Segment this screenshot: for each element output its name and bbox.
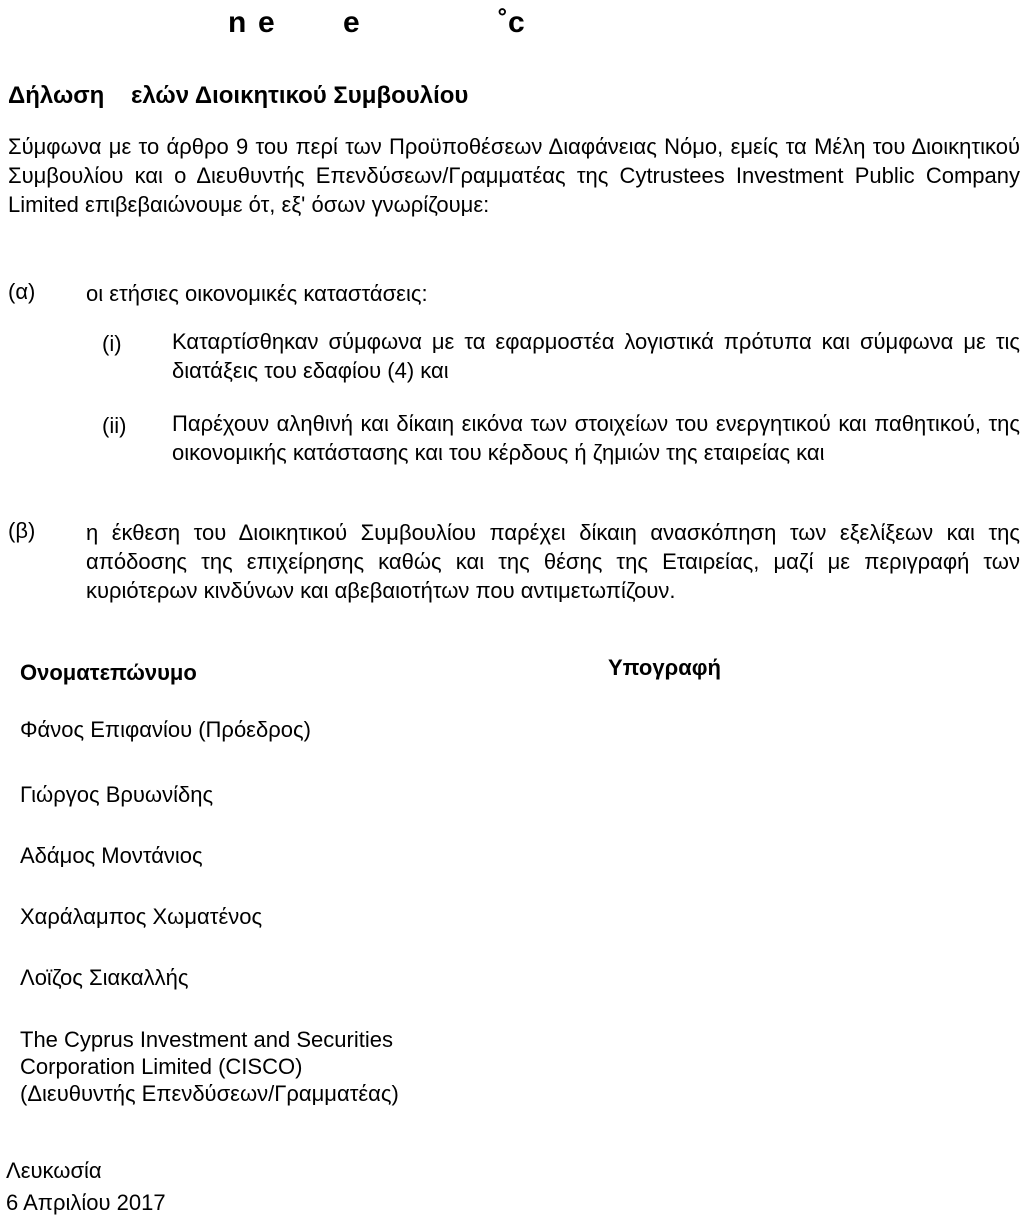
header-fragment: e: [343, 6, 360, 39]
secretary-line: (Διευθυντής Επενδύσεων/Γραμματέας): [20, 1081, 399, 1106]
signature-column-label: Υπογραφή: [608, 655, 721, 680]
director-name: Φάνος Επιφανίου (Πρόεδρος): [20, 717, 311, 742]
header-fragment: n: [228, 6, 247, 39]
sub-item-ii-marker: (ii): [102, 413, 127, 438]
item-b-text: η έκθεση του Διοικητικού Συμβουλίου παρέχει δίκαιη ανασκόπηση των εξελίξεων και της απόδοσης της επιχείρησης καθώς και της θέσης της Εταιρείας, μαζί με περιγραφή των κυριότερων κινδύνων και αβεβαιοτήτων που αντιμετωπίζουν.: [86, 520, 1020, 603]
header-fragment: ˚c: [498, 6, 525, 39]
header-fragment: e: [258, 6, 275, 39]
intro-paragraph: Σύμφωνα με το άρθρο 9 του περί των Προϋποθέσεων Διαφάνειας Νόμο, εμείς τα Μέλη του Διοικητικού Συμβουλίου και ο Διευθυντής Επενδύσεων/Γραμματέας της Cytrustees Investment Public Company Limited επιβεβαιώνουμε ότ, εξ' όσων γνωρίζουμε:: [8, 134, 1020, 217]
sub-item-i-text: Καταρτίσθηκαν σύμφωνα με τα εφαρμοστέα λογιστικά πρότυπα και σύμφωνα με τις διατάξεις του εδαφίου (4) και: [172, 329, 1020, 383]
director-name: Γιώργος Βρυωνίδης: [20, 782, 214, 807]
date: 6 Απριλίου 2017: [6, 1190, 166, 1215]
director-name: Αδάμος Μοντάνιος: [20, 843, 203, 868]
director-name: Χαράλαμπος Χωματένος: [20, 904, 263, 929]
item-b-marker: (β): [8, 518, 36, 543]
item-a-marker: (α): [8, 279, 36, 304]
page-title: Δήλωση ελών Διοικητικού Συμβουλίου: [8, 82, 469, 109]
item-a-text: οι ετήσιες οικονομικές καταστάσεις:: [86, 281, 428, 306]
name-column-label: Ονοματεπώνυμο: [20, 660, 197, 685]
secretary-block: [20, 1026, 399, 1107]
secretary-line: The Cyprus Investment and Securities: [20, 1027, 393, 1052]
director-name: Λοϊζος Σιακαλλής: [20, 965, 189, 990]
place: Λευκωσία: [6, 1158, 102, 1183]
sub-item-ii-text: Παρέχουν αληθινή και δίκαιη εικόνα των στοιχείων του ενεργητικού και παθητικού, της οικονομικής κατάστασης και του κέρδους ή ζημιών της εταιρείας και: [172, 411, 1020, 465]
footer: [6, 1155, 166, 1219]
secretary-line: Corporation Limited (CISCO): [20, 1054, 303, 1079]
sub-item-i-marker: (i): [102, 331, 122, 356]
